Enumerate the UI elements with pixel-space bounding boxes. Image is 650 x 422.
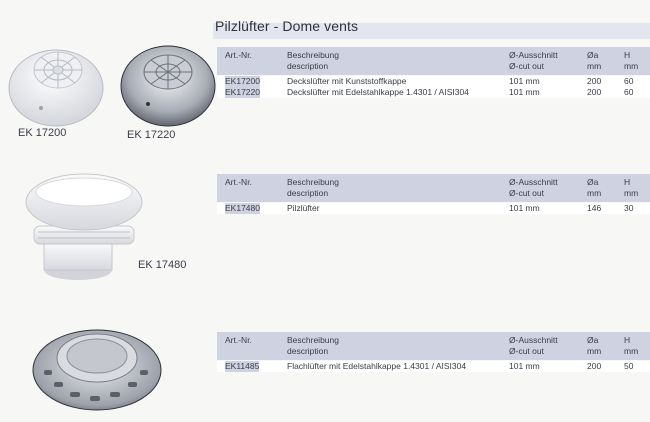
- height: 60: [624, 87, 634, 97]
- header-dia: Øa: [587, 177, 599, 187]
- steel-dome-vent-image: [118, 42, 218, 128]
- table-row: [217, 76, 650, 87]
- page-title: Pilzlüfter - Dome vents: [215, 18, 359, 34]
- header-dia-unit: mm: [587, 188, 602, 198]
- art-nr: EK17220: [225, 87, 260, 97]
- header-cut-en: Ø-cut out: [509, 346, 544, 356]
- table-row: [217, 361, 650, 372]
- header-h: H: [624, 335, 631, 345]
- description: Pilzlüfter: [287, 203, 320, 213]
- art-nr: EK17200: [225, 76, 260, 86]
- header-cut-en: Ø-cut out: [509, 188, 544, 198]
- diameter: 200: [587, 361, 602, 371]
- art-nr: EK17480: [225, 203, 260, 213]
- spec-table-2: [217, 174, 650, 214]
- header-cut-de: Ø-Ausschnitt: [509, 177, 558, 187]
- header-dia-unit: mm: [587, 346, 602, 356]
- cut-out: 101 mm: [509, 203, 540, 213]
- diameter: 146: [587, 203, 602, 213]
- product-label-ek17480: EK 17480: [138, 259, 187, 271]
- header-cut-de: Ø-Ausschnitt: [509, 50, 558, 60]
- height: 30: [624, 203, 634, 213]
- white-dome-vent-image: [4, 40, 112, 130]
- header-dia-unit: mm: [587, 61, 602, 71]
- header-art-nr: Art.-Nr.: [225, 177, 252, 187]
- flat-vent-image: [30, 318, 165, 418]
- header-dia: Øa: [587, 335, 599, 345]
- header-cut-de: Ø-Ausschnitt: [509, 335, 558, 345]
- header-dia: Øa: [587, 50, 599, 60]
- header-art-nr: Art.-Nr.: [225, 335, 252, 345]
- header-h-unit: mm: [624, 346, 639, 356]
- description: Deckslüfter mit Edelstahlkappe 1.4301 / AISI304: [287, 87, 469, 97]
- table-header: [217, 332, 650, 360]
- product-label-ek17200: EK 17200: [18, 127, 67, 139]
- header-h: H: [624, 177, 631, 187]
- description: Deckslüfter mit Kunststoffkappe: [287, 76, 407, 86]
- table-row: [217, 203, 650, 214]
- diameter: 200: [587, 76, 602, 86]
- table-header: [217, 174, 650, 202]
- spec-table-1: [217, 47, 650, 98]
- header-desc-de: Beschreibung: [287, 177, 339, 187]
- header-h-unit: mm: [624, 188, 639, 198]
- header-h: H: [624, 50, 631, 60]
- table-header: [217, 47, 650, 75]
- mushroom-vent-image: [20, 170, 150, 285]
- cut-out: 101 mm: [509, 361, 540, 371]
- cut-out: 101 mm: [509, 76, 540, 86]
- header-desc-en: description: [287, 188, 329, 198]
- art-nr: EK11485: [225, 361, 260, 371]
- table-row: [217, 87, 650, 98]
- height: 50: [624, 361, 634, 371]
- header-h-unit: mm: [624, 61, 639, 71]
- height: 60: [624, 76, 634, 86]
- header-desc-en: description: [287, 61, 329, 71]
- header-cut-en: Ø-cut out: [509, 61, 544, 71]
- cut-out: 101 mm: [509, 87, 540, 97]
- spec-table-3: [217, 332, 650, 372]
- header-desc-en: description: [287, 346, 329, 356]
- product-label-ek17220: EK 17220: [127, 129, 176, 141]
- header-art-nr: Art.-Nr.: [225, 50, 252, 60]
- header-desc-de: Beschreibung: [287, 335, 339, 345]
- header-desc-de: Beschreibung: [287, 50, 339, 60]
- diameter: 200: [587, 87, 602, 97]
- description: Flachlüfter mit Edelstahlkappe 1.4301 / AISI304: [287, 361, 467, 371]
